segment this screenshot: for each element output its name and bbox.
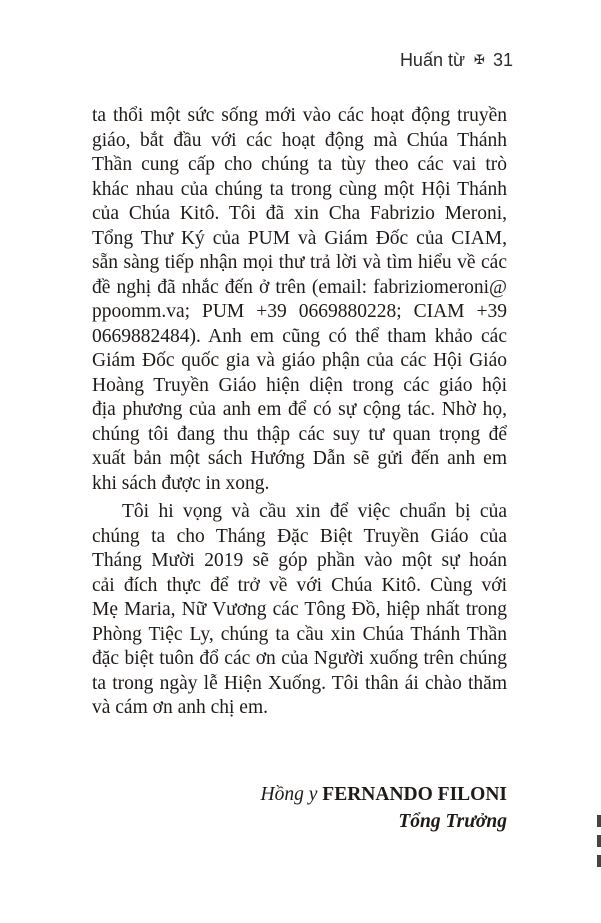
page-edge-marks xyxy=(597,815,601,875)
signature-role: Tổng Trưởng xyxy=(398,811,507,832)
text-line: khi sách được in xong. xyxy=(92,472,270,494)
running-title: Huấn từ xyxy=(399,50,466,70)
text-line: ta trong ngày lễ Hiện Xuống. Tôi thân ái chào thăm xyxy=(92,672,507,694)
edge-mark xyxy=(597,835,601,847)
paragraph-2 xyxy=(92,500,507,721)
edge-mark xyxy=(597,815,601,827)
text-line: đặc biệt tuôn đổ các ơn của Người xuống trên chúng xyxy=(92,648,507,669)
edge-mark xyxy=(597,855,601,867)
text-line: ta thổi một sức sống mới vào các hoạt động truyền xyxy=(92,105,507,126)
text-line: Mẹ Maria, Nữ Vương các Tông Đồ, hiệp nhất trong xyxy=(92,599,507,620)
text-line: giáo, bắt đầu với các hoạt động mà Chúa Thánh xyxy=(92,129,507,151)
signature-title: Hồng y xyxy=(260,784,318,805)
text-line: 0669882484). Anh em cũng có thể tham khảo các xyxy=(92,325,507,347)
paragraph-1 xyxy=(92,104,507,496)
text-line: Giám Đốc quốc gia và giáo phận của các Hội Giáo xyxy=(92,350,507,371)
text-line: chúng tôi đang thu thập các suy tư quan trọng để xyxy=(92,423,507,445)
page-number: 31 xyxy=(492,50,513,70)
text-line: xuất bản một sách Hướng Dẫn sẽ gửi đến anh em xyxy=(92,448,507,469)
text-line: sẵn sàng tiếp nhận mọi thư trả lời và tìm hiểu về các xyxy=(92,252,507,273)
signature-name-line xyxy=(261,781,507,808)
text-line: và cám ơn anh chị em. xyxy=(92,697,268,718)
text-line: cải đích thực để trở về với Chúa Kitô. Cùng với xyxy=(92,574,507,596)
signature-block xyxy=(261,781,507,835)
cross-ornament-icon: ✠ xyxy=(474,52,485,67)
text-line: địa phương của anh em để có sự cộng tác. Nhờ họ, xyxy=(92,399,507,420)
signature-name: FERNANDO FILONI xyxy=(322,784,507,805)
running-header xyxy=(400,50,513,71)
text-line: của Chúa Kitô. Tôi đã xin Cha Fabrizio Meroni, xyxy=(92,203,507,224)
text-line: Tôi hi vọng và cầu xin để việc chuẩn bị của xyxy=(122,501,507,522)
body-text xyxy=(92,104,507,721)
text-line: ppoomm.va; PUM +39 0669880228; CIAM +39 xyxy=(92,301,507,322)
text-line: Tổng Thư Ký của PUM và Giám Đốc của CIAM, xyxy=(92,227,507,249)
text-line: chúng ta cho Tháng Đặc Biệt Truyền Giáo của xyxy=(92,525,507,547)
text-line: Phòng Tiệc Ly, chúng ta cầu xin Chúa Thánh Thần xyxy=(92,623,507,645)
text-line: Tháng Mười 2019 sẽ góp phần vào một sự hoán xyxy=(92,550,507,571)
text-line: đề nghị đã nhắc đến ở trên (email: fabriziomeroni@ xyxy=(92,276,507,298)
text-line: Thần cung cấp cho chúng ta tùy theo các vai trò xyxy=(92,154,507,175)
text-line: Hoàng Truyền Giáo hiện diện trong các giáo hội xyxy=(92,374,507,396)
text-line: khác nhau của chúng ta trong cùng một Hội Thánh xyxy=(92,178,507,200)
